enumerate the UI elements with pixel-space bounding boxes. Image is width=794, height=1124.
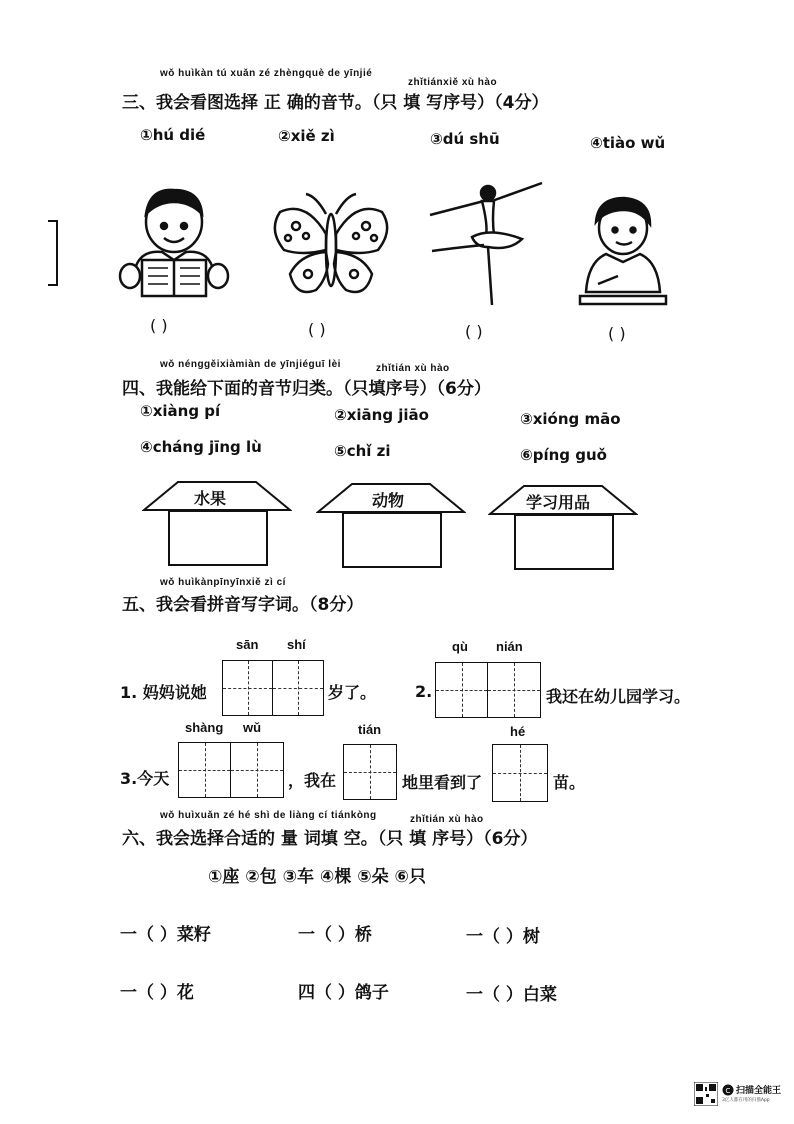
s3-option-2: ②xiě zì bbox=[278, 127, 335, 145]
margin-bracket bbox=[48, 220, 58, 286]
section5-title: 五、我会看拼音写字词。（8分） bbox=[122, 595, 364, 615]
s6-blank-4[interactable]: 一（ ）花 bbox=[120, 983, 194, 1003]
house-label-fruit: 水果 bbox=[194, 489, 227, 508]
house-answer-box[interactable] bbox=[342, 512, 442, 568]
s6-blank-2[interactable]: 一（ ）桥 bbox=[298, 925, 372, 945]
s3-option-3: ③dú shū bbox=[430, 130, 500, 148]
q1-pinyin-1: sān bbox=[236, 637, 259, 652]
camscanner-logo-icon bbox=[722, 1084, 734, 1096]
s3-option-1: ①hú dié bbox=[140, 126, 206, 144]
house-label-animal: 动物 bbox=[372, 491, 405, 510]
q1-suffix: 岁了。 bbox=[328, 683, 377, 702]
q3-mid2: 地里看到了 bbox=[402, 773, 483, 792]
butterfly-image bbox=[266, 190, 396, 305]
s4-option-1: ①xiàng pí bbox=[140, 402, 221, 420]
house-answer-box[interactable] bbox=[514, 514, 614, 570]
q3-pinyin-2: wǔ bbox=[243, 720, 262, 735]
writing-boy-image bbox=[578, 192, 668, 307]
house-stationery[interactable] bbox=[488, 484, 638, 574]
s3-option-4: ④tiào wǔ bbox=[590, 134, 666, 152]
q1-pinyin-2: shí bbox=[287, 637, 306, 652]
q3-pinyin-1: shàng bbox=[185, 720, 224, 735]
q3-pinyin-tian: tián bbox=[358, 722, 382, 737]
house-answer-box[interactable] bbox=[168, 510, 268, 566]
section3-title: 三、我会看图选择 正 确的音节。（只 填 写序号）（4分） bbox=[122, 93, 549, 113]
dancer-image bbox=[422, 175, 552, 310]
section4-pinyin: wǒ nénggěixiàmiàn de yīnjiéguī lèi bbox=[160, 359, 341, 370]
s3-answer-1[interactable]: ( ) bbox=[150, 316, 168, 335]
s4-option-3: ③xióng māo bbox=[520, 410, 621, 428]
watermark-subtitle: 3亿人都在用的扫描App bbox=[722, 1098, 770, 1103]
house-label-stationery: 学习用品 bbox=[526, 493, 591, 512]
s4-option-6: ⑥píng guǒ bbox=[520, 446, 607, 464]
q3-writing-grid[interactable] bbox=[178, 742, 284, 798]
s6-options: ①座 ②包 ③车 ④棵 ⑤朵 ⑥只 bbox=[208, 867, 426, 887]
q3-mid: ，我在 bbox=[288, 771, 337, 790]
q2-pinyin-1: qù bbox=[452, 639, 468, 654]
q2-pinyin-2: nián bbox=[496, 639, 523, 654]
section6-pinyin: wǒ huìxuǎn zé hé shì de liàng cí tiánkòng bbox=[160, 810, 377, 821]
s3-answer-2[interactable]: ( ) bbox=[308, 320, 326, 339]
q2-prefix: 2. bbox=[415, 682, 433, 701]
house-fruit[interactable] bbox=[142, 480, 292, 570]
scanner-watermark bbox=[694, 1080, 782, 1110]
section6-pinyin-b: zhǐtián xù hào bbox=[410, 814, 484, 825]
s6-blank-6[interactable]: 一（ ）白菜 bbox=[466, 985, 557, 1005]
section3-pinyin-b: zhǐtiánxiě xù hào bbox=[408, 77, 498, 88]
section4-pinyin-b: zhǐtián xù hào bbox=[376, 363, 450, 374]
s3-answer-3[interactable]: ( ) bbox=[465, 322, 483, 341]
s6-blank-1[interactable]: 一（ ）菜籽 bbox=[120, 925, 211, 945]
reading-boy-image bbox=[112, 180, 237, 305]
q3-prefix: 3.今天 bbox=[120, 769, 170, 788]
section3-pinyin: wǒ huìkàn tú xuǎn zé zhèngquè de yīnjié bbox=[160, 68, 373, 79]
q1-writing-grid[interactable] bbox=[222, 660, 324, 716]
q2-suffix: 我还在幼儿园学习。 bbox=[546, 687, 691, 706]
q3-pinyin-he: hé bbox=[510, 724, 526, 739]
q3-writing-grid-he[interactable] bbox=[492, 744, 548, 802]
svg-text:C: C bbox=[725, 1087, 731, 1095]
section5-pinyin: wǒ huìkànpīnyīnxiě zì cí bbox=[160, 577, 286, 588]
s3-answer-4[interactable]: ( ) bbox=[608, 324, 626, 343]
s4-option-2: ②xiāng jiāo bbox=[334, 406, 429, 424]
s4-option-5: ⑤chǐ zi bbox=[334, 442, 391, 460]
qr-code-icon bbox=[694, 1082, 718, 1106]
section4-title: 四、我能给下面的音节归类。（只填序号）（6分） bbox=[122, 379, 491, 399]
s4-option-4: ④cháng jīng lù bbox=[140, 438, 262, 456]
q2-writing-grid[interactable] bbox=[435, 662, 541, 718]
section6-title: 六、我会选择合适的 量 词填 空。（只 填 序号）（6分） bbox=[122, 829, 538, 849]
house-animal[interactable] bbox=[316, 482, 466, 572]
q3-suffix: 苗。 bbox=[553, 773, 586, 792]
q3-writing-grid-tian[interactable] bbox=[343, 744, 397, 800]
q1-prefix: 1. 妈妈说她 bbox=[120, 683, 207, 702]
s6-blank-3[interactable]: 一（ ）树 bbox=[466, 927, 540, 947]
s6-blank-5[interactable]: 四（ ）鸽子 bbox=[298, 983, 389, 1003]
watermark-title: 扫描全能王 bbox=[736, 1086, 782, 1096]
